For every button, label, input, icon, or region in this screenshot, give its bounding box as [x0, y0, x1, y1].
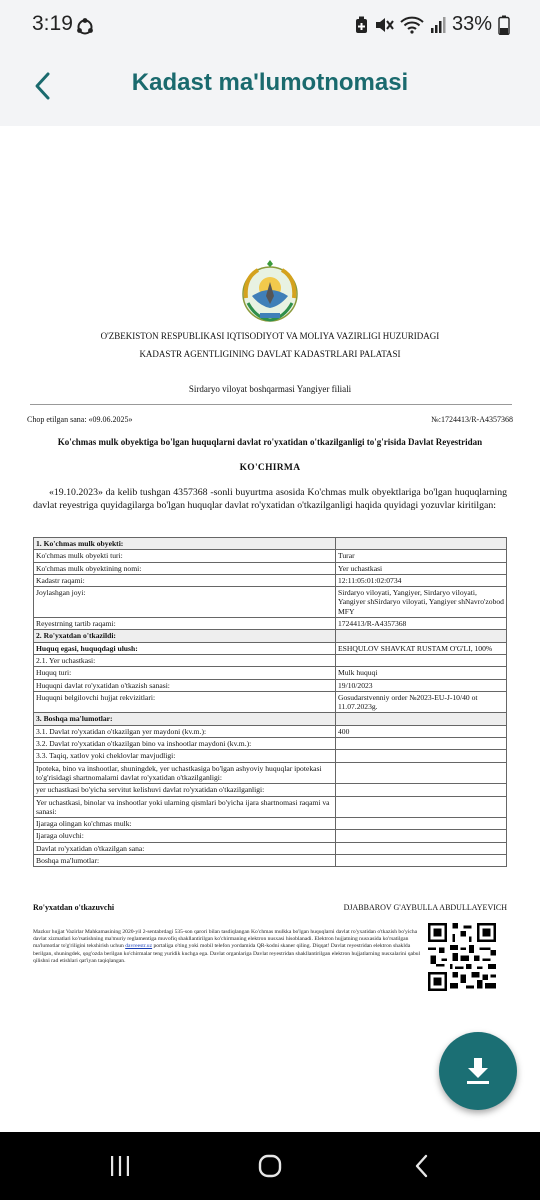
- table-cell-label: 2.1. Yer uchastkasi:: [34, 654, 336, 666]
- table-row: [34, 750, 507, 762]
- table-section-row: [34, 713, 507, 725]
- footnote-text: Mazkur hujjat Vazirlar Mahkamasining 2020-yil 2-sentabrdagi 535-son qarori bilan tasdiqlangan Ko'chmas mulkka bo'lgan huquqlarni davlat ro'yxatidan o'tkazish bo'yicha davlat xizmatlari ko'rsatishning ma'muriy reglamentiga muvofiq shakllantirilgan ko'chirmaning elektron nusxasi hisoblanadi. Elektron hujjatning nusxasida ko'rsatilgan ma'lumotlar to'g'riligini tekshirish uchun: [33, 929, 418, 950]
- registration-number: №:1724413/R-A4357368: [431, 415, 513, 424]
- table-cell-label: Huquqni davlat ro'yxatidan o'tkazish sanasi:: [34, 679, 336, 691]
- branch-name: Sirdaryo viloyat boshqarmasi Yangiyer filiali: [188, 384, 352, 394]
- table-cell-value: 1724413/R-A4357368: [336, 618, 507, 630]
- table-row: [34, 562, 507, 574]
- table-cell-label: Huquq turi:: [34, 667, 336, 679]
- table-cell-value: [336, 750, 507, 762]
- table-row: [34, 574, 507, 586]
- table-row: [34, 691, 507, 713]
- table-cell-label: Huquq egasi, huquqdagi ulush:: [34, 642, 336, 654]
- table-cell-label: 3. Boshqa ma'lumotlar:: [34, 713, 336, 725]
- download-button[interactable]: [439, 1032, 517, 1110]
- signer-name: DJABBAROV G'AYBULLA ABDULLAYEVICH: [343, 903, 507, 912]
- back-icon: [412, 1153, 432, 1179]
- table-cell-value: [336, 762, 507, 784]
- home-icon: [257, 1153, 283, 1179]
- table-section-row: [34, 630, 507, 642]
- table-cell-value: [336, 842, 507, 854]
- table-cell-label: Yer uchastkasi, binolar va inshootlar yoki ularning qismlari bo'yicha ijara shartnomasi raqami va sanasi:: [34, 796, 336, 818]
- table-row: [34, 830, 507, 842]
- table-cell-value: Sirdaryo viloyati, Yangiyer, Sirdaryo viloyati, Yangiyer shSirdaryo viloyati, Yangiyer shNavro'zobod MFY: [336, 587, 507, 618]
- table-cell-value: [336, 796, 507, 818]
- table-row: [34, 842, 507, 854]
- table-cell-label: 3.2. Davlat ro'yxatidan o'tkazilgan bino va inshootlar maydoni (kv.m.):: [34, 738, 336, 750]
- table-cell-label: 2. Ro'yxatdan o'tkazildi:: [34, 630, 336, 642]
- table-cell-value: [336, 818, 507, 830]
- battery-saver-icon: [355, 16, 368, 34]
- home-button[interactable]: [250, 1150, 290, 1182]
- footnote: [33, 929, 421, 965]
- table-cell-value: [336, 713, 507, 725]
- table-row: [34, 618, 507, 630]
- table-row: [34, 818, 507, 830]
- table-cell-value: [336, 738, 507, 750]
- status-time: 3:19: [32, 12, 73, 35]
- table-cell-value: 12:11:05:01:02:0734: [336, 574, 507, 586]
- status-bar: [0, 0, 540, 46]
- table-cell-label: Reyestrning tartib raqami:: [34, 618, 336, 630]
- table-cell-value: Turar: [336, 550, 507, 562]
- table-cell-value: [336, 630, 507, 642]
- table-row: [34, 667, 507, 679]
- table-row: [34, 762, 507, 784]
- table-cell-value: [336, 538, 507, 550]
- table-cell-label: Joylashgan joyi:: [34, 587, 336, 618]
- document-viewer[interactable]: [0, 126, 540, 1132]
- table-row: [34, 738, 507, 750]
- recents-icon: [108, 1154, 132, 1178]
- table-cell-value: Mulk huquqi: [336, 667, 507, 679]
- table-cell-value: Yer uchastkasi: [336, 562, 507, 574]
- table-row: [34, 654, 507, 666]
- signer-label: Ro'yxatdan o'tkazuvchi: [33, 903, 115, 912]
- download-icon: [465, 1057, 491, 1085]
- recents-button[interactable]: [100, 1150, 140, 1182]
- kadastr-table: [33, 537, 507, 867]
- ministry-name: O'ZBEKISTON RESPUBLIKASI IQTISODIYOT VA MOLIYA VAZIRLIGI HUZURIDAGI: [100, 331, 440, 341]
- signal-icon: [430, 16, 446, 34]
- table-section-row: [34, 538, 507, 550]
- state-emblem-icon: [236, 258, 304, 326]
- table-cell-label: Ijaraga oluvchi:: [34, 830, 336, 842]
- table-row: [34, 642, 507, 654]
- system-back-button[interactable]: [402, 1150, 442, 1182]
- print-date: Chop etilgan sana: «09.06.2025»: [27, 415, 133, 424]
- table-cell-label: Huquqni belgilovchi hujjat rekvizitlari:: [34, 691, 336, 713]
- table-cell-label: 3.1. Davlat ro'yxatidan o'tkazilgan yer maydoni (kv.m.):: [34, 725, 336, 737]
- table-cell-value: Gosudarstvenniy order №2023-EU-J-10/40 ot 11.07.2023g.: [336, 691, 507, 713]
- table-cell-value: [336, 654, 507, 666]
- wifi-icon: [400, 16, 424, 34]
- table-row: [34, 679, 507, 691]
- table-cell-value: ESHQULOV SHAVKAT RUSTAM O'G'LI, 100%: [336, 642, 507, 654]
- table-cell-label: Ijaraga olingan ko'chmas mulk:: [34, 818, 336, 830]
- table-cell-value: [336, 855, 507, 867]
- table-row: [34, 725, 507, 737]
- table-cell-label: yer uchastkasi bo'yicha servitut kelishuvi davlat ro'yxatidan o'tkazilganligi:: [34, 784, 336, 796]
- mute-icon: [374, 16, 394, 34]
- table-row: [34, 855, 507, 867]
- table-cell-label: Davlat ro'yxatidan o'tkazilgan sana:: [34, 842, 336, 854]
- table-cell-value: [336, 784, 507, 796]
- intro-paragraph: «19.10.2023» da kelib tushgan 4357368 -sonli buyurtma asosida Ko'chmas mulk obyektlariga bo'lgan huquqlarning davlat reyestriga quyidagilarga bo'lgan huquqlar davlat ro'yxatidan o'tkazilganligi haqida quyidagi yozuvlar kiritilgan:: [33, 487, 507, 511]
- table-row: [34, 550, 507, 562]
- document-subheading: KO'CHIRMA: [239, 463, 301, 473]
- qr-code-icon: [428, 923, 496, 991]
- davreestr-link[interactable]: davreestr.uz: [125, 943, 153, 950]
- footnote-text-end: portaliga o'ting yoki mobil telefon yordamida QR-kodni skaner qiling. Diqqat! Davlat reyestridan elektron shaklda berilgan, shuningdek, qog'ozda berilgan ko'chirmalar teng yuridik kuchga ega. Davlat organlariga Davlat reyestridan shakllantirilgan elektron hujjatlarning nusxalarini qabul qilishni rad etishlari qat'iyan taqiqlangan.: [33, 943, 421, 964]
- table-row: [34, 796, 507, 818]
- table-cell-value: 19/10/2023: [336, 679, 507, 691]
- battery-percent: 33%: [451, 13, 492, 35]
- document-heading: Ko'chmas mulk obyektiga bo'lgan huquqlarni davlat ro'yxatidan o'tkazilganligi to'g'risida Davlat Reyestridan: [57, 437, 483, 447]
- status-icons: [355, 13, 510, 36]
- table-cell-label: Ko'chmas mulk obyektining nomi:: [34, 562, 336, 574]
- page-title: Kadast ma'lumotnomasi: [131, 69, 409, 96]
- table-cell-label: 3.3. Taqiq, xatlov yoki cheklovlar mavjudligi:: [34, 750, 336, 762]
- sync-icon: [75, 17, 95, 37]
- app-bar: [0, 46, 540, 126]
- table-cell-label: Kadastr raqami:: [34, 574, 336, 586]
- agency-name: KADASTR AGENTLIGINING DAVLAT KADASTRLARI PALATASI: [139, 349, 401, 359]
- table-row: [34, 587, 507, 618]
- table-cell-value: 400: [336, 725, 507, 737]
- table-cell-label: Boshqa ma'lumotlar:: [34, 855, 336, 867]
- divider: [30, 404, 512, 405]
- table-cell-value: [336, 830, 507, 842]
- table-cell-label: Ko'chmas mulk obyekti turi:: [34, 550, 336, 562]
- battery-icon: [498, 15, 510, 35]
- table-cell-label: Ipoteka, bino va inshootlar, shuningdek, yer uchastkasiga bo'lgan ashyoviy huquqlar ipotekasi to'g'risidagi shartnomalarni davlat ro'yxatidan o'tkazilganligi:: [34, 762, 336, 784]
- system-nav-bar: [0, 1132, 540, 1200]
- table-row: [34, 784, 507, 796]
- table-cell-label: 1. Ko'chmas mulk obyekti:: [34, 538, 336, 550]
